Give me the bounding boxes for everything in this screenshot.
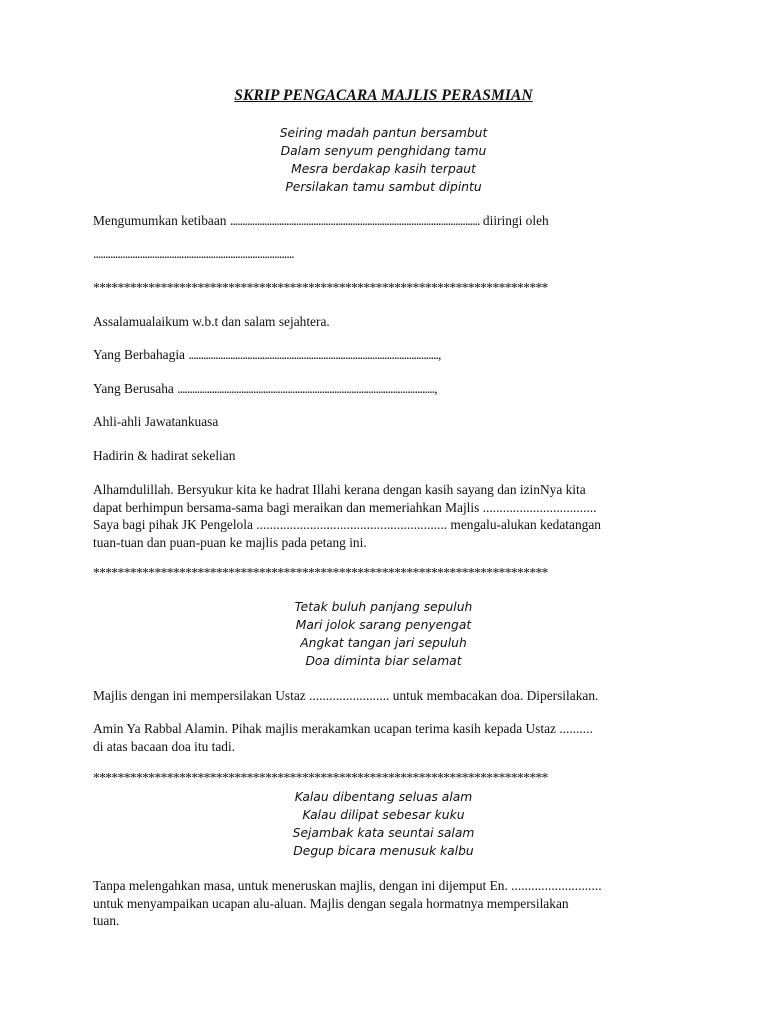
pantun-line: Sejambak kata seuntai salam [292,826,475,840]
paragraph-line: Amin Ya Rabbal Alamin. Pihak majlis merakamkan ucapan terima kasih kepada Ustaz .......... [93,721,593,736]
pantun-line: Kalau dilipat sebesar kuku [302,808,465,822]
pantun-line: Kalau dibentang seluas alam [294,790,473,804]
announcement-line [93,212,674,230]
paragraph-doa: Majlis dengan ini mempersilakan Ustaz ........................ untuk membacakan doa. Dipersilakan. [93,688,599,703]
pantun-line: Doa diminta biar selamat [305,654,462,668]
fill-in-blank: ......................................................................................................, [188,347,441,362]
fill-in-blank: ...................................................................................................... [229,213,480,228]
salutation-berusaha [93,380,674,398]
separator-line: ************************************************************************** [93,566,548,580]
separator-line: ************************************************************************** [93,281,548,295]
pantun-doa [93,598,674,670]
announcement-text: Mengumumkan ketibaan [93,213,227,228]
paragraph-line: dapat berhimpun bersama-sama bagi meraikan dan memeriahkan Majlis .................................. [93,499,597,515]
fill-in-blank: ........................................................................................................., [177,381,437,396]
announcement-blank-line [93,245,674,263]
pantun-salam [93,788,674,860]
paragraph-line: tuan-tuan dan puan-puan ke majlis pada petang ini. [93,534,367,550]
greeting: Assalamualaikum w.b.t dan salam sejahtera. [93,314,330,329]
paragraph-tanpa [93,877,674,930]
paragraph-line: di atas bacaan doa itu tadi. [93,738,236,754]
pantun-line: Angkat tangan jari sepuluh [300,636,467,650]
pantun-opening [93,124,674,196]
salutation-label: Yang Berbahagia [93,347,185,362]
paragraph-line: tuan. [93,913,120,929]
pantun-line: Mari jolok sarang penyengat [295,618,472,632]
salutation-hadirin: Hadirin & hadirat sekelian [93,448,236,463]
fill-in-blank: .................................................................................. [93,246,294,261]
paragraph-line: untuk menyampaikan ucapan alu-aluan. Majlis dengan segala hormatnya mempersilakan [93,895,569,911]
paragraph-line: Saya bagi pihak JK Pengelola ......................................................... mengalu-alukan kedatangan [93,517,602,533]
salutation-ajk: Ahli-ahli Jawatankuasa [93,414,219,429]
paragraph-alhamdulillah [93,481,674,551]
pantun-line: Seiring madah pantun bersambut [279,126,488,140]
document-title: SKRIP PENGACARA MAJLIS PERASMIAN [234,87,533,104]
pantun-line: Dalam senyum penghidang tamu [280,144,487,158]
announcement-text-end: diiringi oleh [482,213,549,228]
paragraph-amin [93,720,674,755]
pantun-line: Tetak buluh panjang sepuluh [294,600,473,614]
paragraph-line: Alhamdulillah. Bersyukur kita ke hadrat Illahi kerana dengan kasih sayang dan izinNya kita [93,482,586,497]
pantun-line: Degup bicara menusuk kalbu [293,844,474,858]
paragraph-line: Tanpa melengahkan masa, untuk meneruskan majlis, dengan ini dijemput En. ........................... [93,878,602,893]
separator-line: ************************************************************************** [93,771,548,785]
document-page [93,0,674,1024]
salutation-label: Yang Berusaha [93,381,174,396]
pantun-line: Persilakan tamu sambut dipintu [285,180,482,194]
salutation-berbahagia [93,346,674,364]
pantun-line: Mesra berdakap kasih terpaut [291,162,476,176]
